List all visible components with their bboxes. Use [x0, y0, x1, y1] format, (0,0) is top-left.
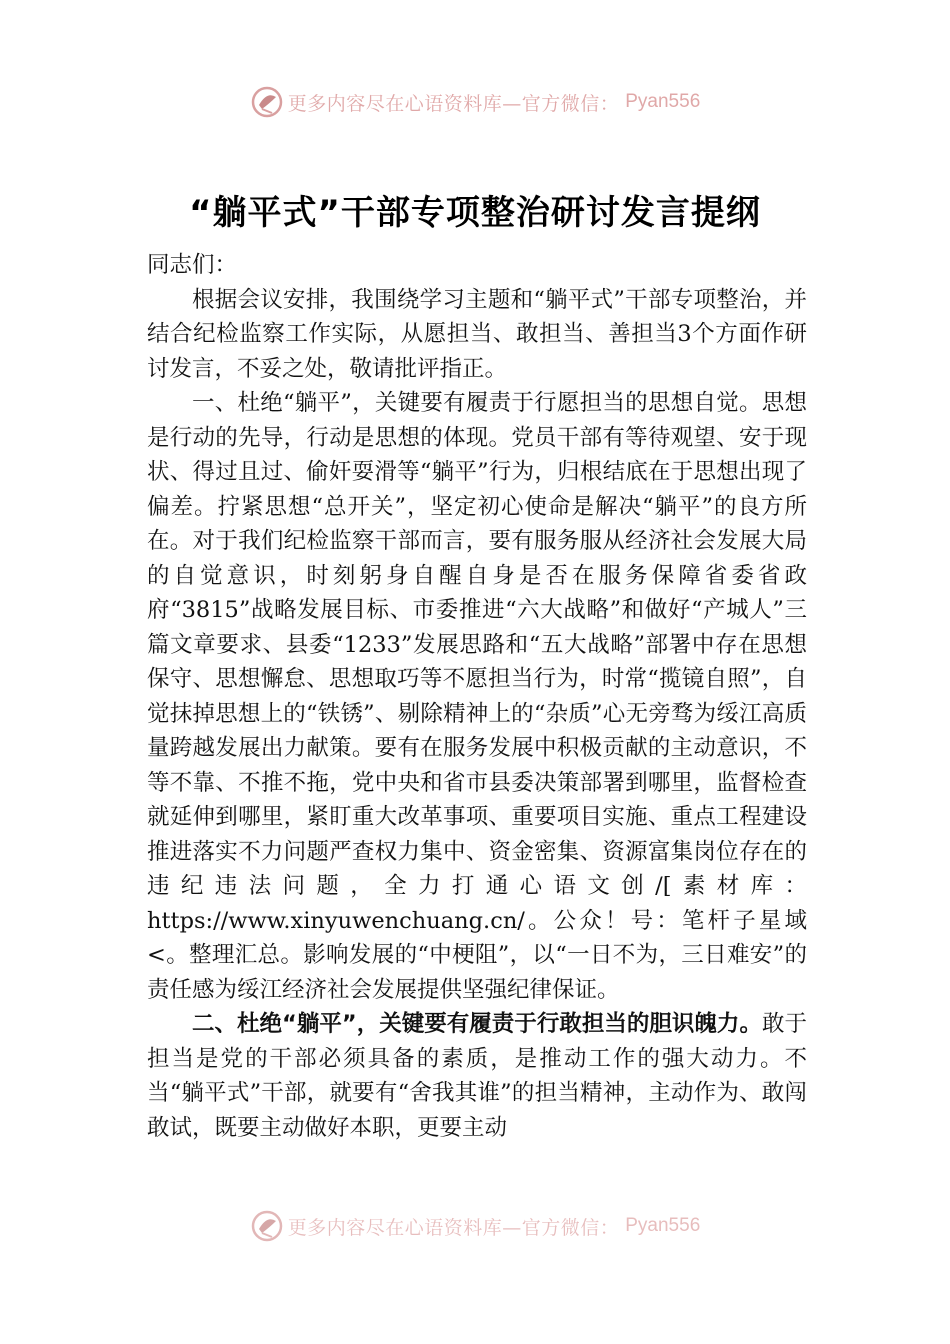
document-body — [147, 248, 807, 1145]
watermark-logo-icon — [250, 85, 284, 119]
salutation: 同志们： — [147, 252, 238, 278]
paragraph-intro: 根据会议安排，我围绕学习主题和“躺平式”干部专项整治，并结合纪检监察工作实际，从愿担当、敢担当、善担当3个方面作研讨发言，不妥之处，敬请批评指正。 — [147, 286, 807, 382]
section-2-heading: 二、杜绝“躺平”，关键要有履责于行敢担当的胆识魄力。 — [192, 1011, 762, 1037]
watermark-footer — [0, 1206, 950, 1246]
paragraph-section-1: 一、杜绝“躺平”，关键要有履责于行愿担当的思想自觉。思想是行动的先导，行动是思想的体现。党员干部有等待观望、安于现状、得过且过、偷奸耍滑等“躺平”行为，归根结底在于思想出现了偏差。拧紧思想“总开关”，坚定初心使命是解决“躺平”的良方所在。对于我们纪检监察干部而言，要有服务服从经济社会发展大局的自觉意识，时刻躬身自醒自身是否在服务保障省委省政府“3815”战略发展目标、市委推进“六大战略”和做好“产城人”三篇文章要求、县委“1233”发展思路和“五大战略”部署中存在思想保守、思想懈怠、思想取巧等不愿担当行为，时常“揽镜自照”，自觉抹掉思想上的“铁锈”、剔除精神上的“杂质”心无旁骛为绥江高质量跨越发展出力献策。要有在服务发展中积极贡献的主动意识，不等不靠、不推不拖，党中央和省市县委决策部署到哪里，监督检查就延伸到哪里，紧盯重大改革事项、重要项目实施、重点工程建设推进落实不力问题严查权力集中、资金密集、资源富集岗位存在的违纪违法问题，全力打通心语文创/[素材库：https://www.xinyuwenchuang.cn/。公众！号：笔杆子星域<。整理汇总。影响发展的“中梗阻”，以“一日不为，三日难安”的责任感为绥江经济社会发展提供坚强纪律保证。 — [147, 390, 807, 1003]
watermark-header — [0, 82, 950, 122]
document-title: “躺平式”干部专项整治研讨发言提纲 — [189, 193, 761, 233]
watermark-text: 更多内容尽在心语资料库—官方微信： — [287, 1216, 620, 1239]
watermark-logo-icon — [250, 1209, 284, 1243]
watermark-brand: Pyan556 — [625, 1215, 701, 1236]
paragraph-section-2 — [147, 1007, 807, 1145]
watermark-brand: Pyan556 — [625, 91, 701, 112]
section-2-text: 敢于担当是党的干部必须具备的素质，是推动工作的强大动力。不当“躺平式”干部，就要有“舍我其谁”的担当精神，主动作为、敢闯敢试，既要主动做好本职，更要主动 — [147, 1011, 807, 1141]
watermark-text: 更多内容尽在心语资料库—官方微信： — [287, 92, 620, 115]
